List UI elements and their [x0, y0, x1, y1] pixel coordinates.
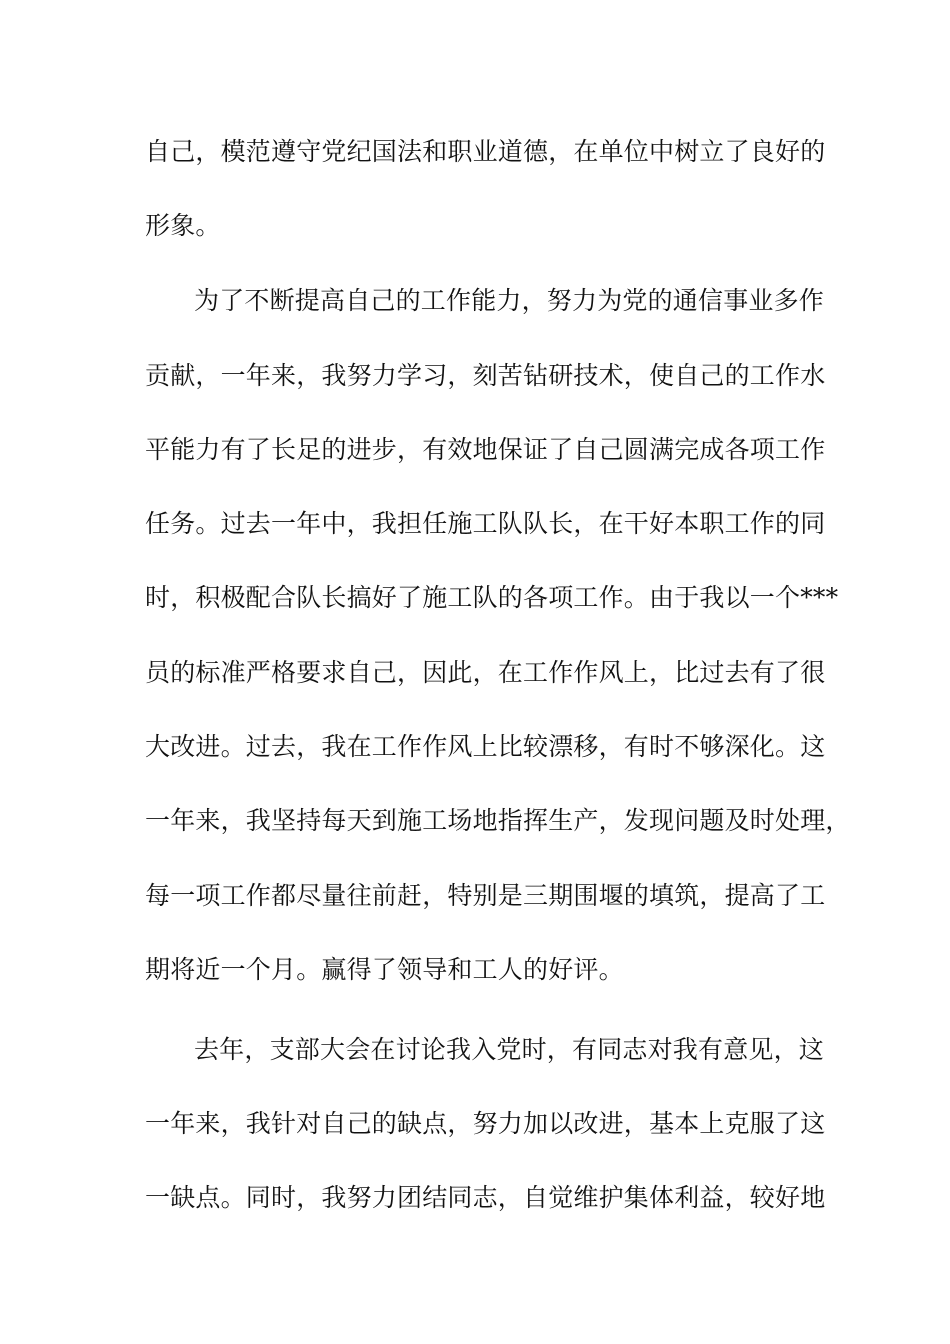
text-line: 期将近一个月。赢得了领导和工人的好评。: [145, 955, 624, 984]
text-line: 自己，模范遵守党纪国法和职业道德，在单位中树立了良好的: [145, 137, 826, 166]
paragraph-start-line: 为了不断提高自己的工作能力，努力为党的通信事业多作: [194, 286, 825, 315]
text-line: 一年来，我坚持每天到施工场地指挥生产，发现问题及时处理，: [145, 806, 851, 835]
text-line: 员的标准严格要求自己，因此，在工作作风上，比过去有了很: [145, 658, 826, 687]
text-line: 贡献，一年来，我努力学习，刻苦钻研技术，使自己的工作水: [145, 361, 826, 390]
text-line: 时，积极配合队长搞好了施工队的各项工作。由于我以一个***: [145, 583, 839, 612]
paragraph-start-line: 去年，支部大会在讨论我入党时，有同志对我有意见，这: [194, 1035, 825, 1064]
text-line: 平能力有了长足的进步，有效地保证了自己圆满完成各项工作: [145, 435, 826, 464]
text-line: 大改进。过去，我在工作作风上比较漂移，有时不够深化。这: [145, 732, 826, 761]
text-line: 一年来，我针对自己的缺点，努力加以改进，基本上克服了这: [145, 1109, 826, 1138]
text-line: 每一项工作都尽量往前赶，特别是三期围堰的填筑，提高了工: [145, 881, 826, 910]
text-line: 形象。: [145, 211, 221, 240]
text-line: 任务。过去一年中，我担任施工队队长，在干好本职工作的同: [145, 509, 826, 538]
text-line: 一缺点。同时，我努力团结同志，自觉维护集体利益，较好地: [145, 1183, 826, 1212]
